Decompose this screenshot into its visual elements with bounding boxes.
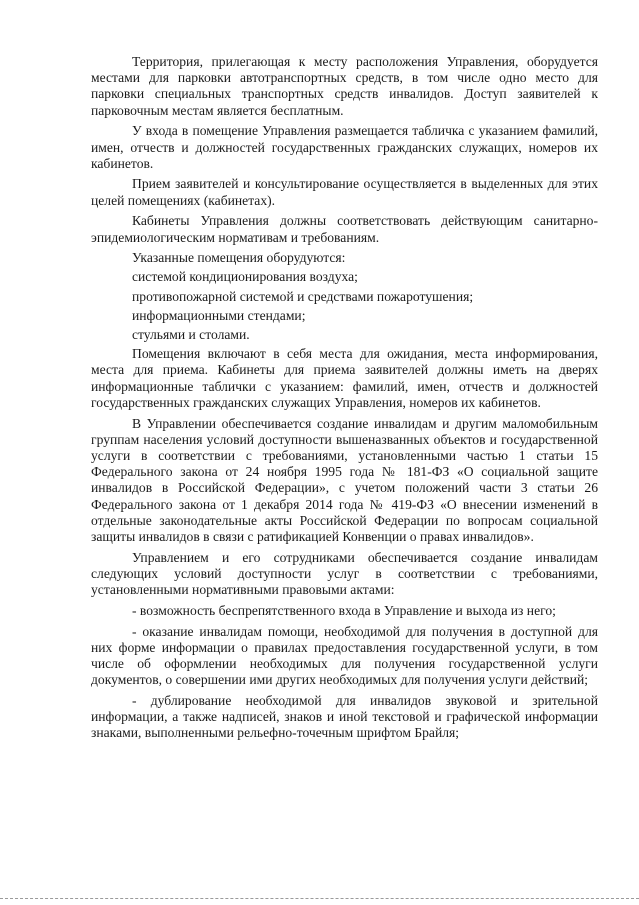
paragraph-entrance-sign: У входа в помещение Управления размещается табличка с указанием фамилий, имен, отчеств и должностей государственных гражданских служащих, номеров их кабинетов. — [91, 123, 598, 171]
paragraph-premises: Помещения включают в себя места для ожидания, места информирования, места для приема. Кабинеты для приема заявителей должны иметь на дверях информационные таблички с указанием: фамилий, имен, отчеств и должностей государственных гражданских служащих Управления, номеров их кабинетов. — [91, 346, 598, 410]
scan-edge-line — [0, 898, 639, 900]
list-item: стульями и столами. — [132, 327, 250, 343]
document-body — [91, 54, 598, 746]
paragraph-accessibility-conditions: Управлением и его сотрудниками обеспечивается создание инвалидам следующих условий доступности услуг в соответствии с требованиями, установленными нормативными правовыми актами: — [91, 549, 598, 598]
paragraph-equipment-intro: Указанные помещения оборудуются: — [132, 250, 346, 266]
list-item: - дублирование необходимой для инвалидов звуковой и зрительной информации, а также надписей, знаков и иной текстовой и графической информации знаками, выполненными рельефно-точечным шрифтом Брайля; — [91, 692, 598, 741]
paragraph-parking: Территория, прилегающая к месту расположения Управления, оборудуется местами для парковки автотранспортных средств, в том числе одно место для парковки специальных транспортных средств инвалидов. Доступ заявителей к парковочным местам является бесплатным. — [91, 54, 598, 118]
list-item: системой кондиционирования воздуха; — [132, 269, 358, 285]
paragraph-cabinet-norms: Кабинеты Управления должны соответствовать действующим санитарно-эпидемиологическим нормативам и требованиям. — [91, 213, 598, 245]
paragraph-accessibility-law: В Управлении обеспечивается создание инвалидам и другим маломобильным группам населения условий доступности вышеназванных объектов и государственной услуги в соответствии с требованиями, установленными частью 1 статьи 15 Федерального закона от 24 ноября 1995 года № 181-ФЗ «О социальной защите инвалидов в Российской Федерации», с учетом положений части 3 статьи 26 Федерального закона от 1 декабря 2014 года № 419-ФЗ «О внесении изменений в отдельные законодательные акты Российской Федерации по вопросам социальной защиты инвалидов в связи с ратификацией Конвенции о правах инвалидов». — [91, 415, 598, 544]
list-item: - возможность беспрепятственного входа в Управление и выхода из него; — [132, 602, 556, 618]
paragraph-reception: Прием заявителей и консультирование осуществляется в выделенных для этих целей помещениях (кабинетах). — [91, 176, 598, 208]
list-item: - оказание инвалидам помощи, необходимой для получения в доступной для них форме информации о правилах предоставления государственной услуги, в том числе об оформлении необходимых для получения государственной услуги документов, о совершении ими других необходимых для получения услуги действий; — [91, 623, 598, 688]
list-item: противопожарной системой и средствами пожаротушения; — [132, 288, 474, 304]
list-item: информационными стендами; — [132, 307, 306, 323]
